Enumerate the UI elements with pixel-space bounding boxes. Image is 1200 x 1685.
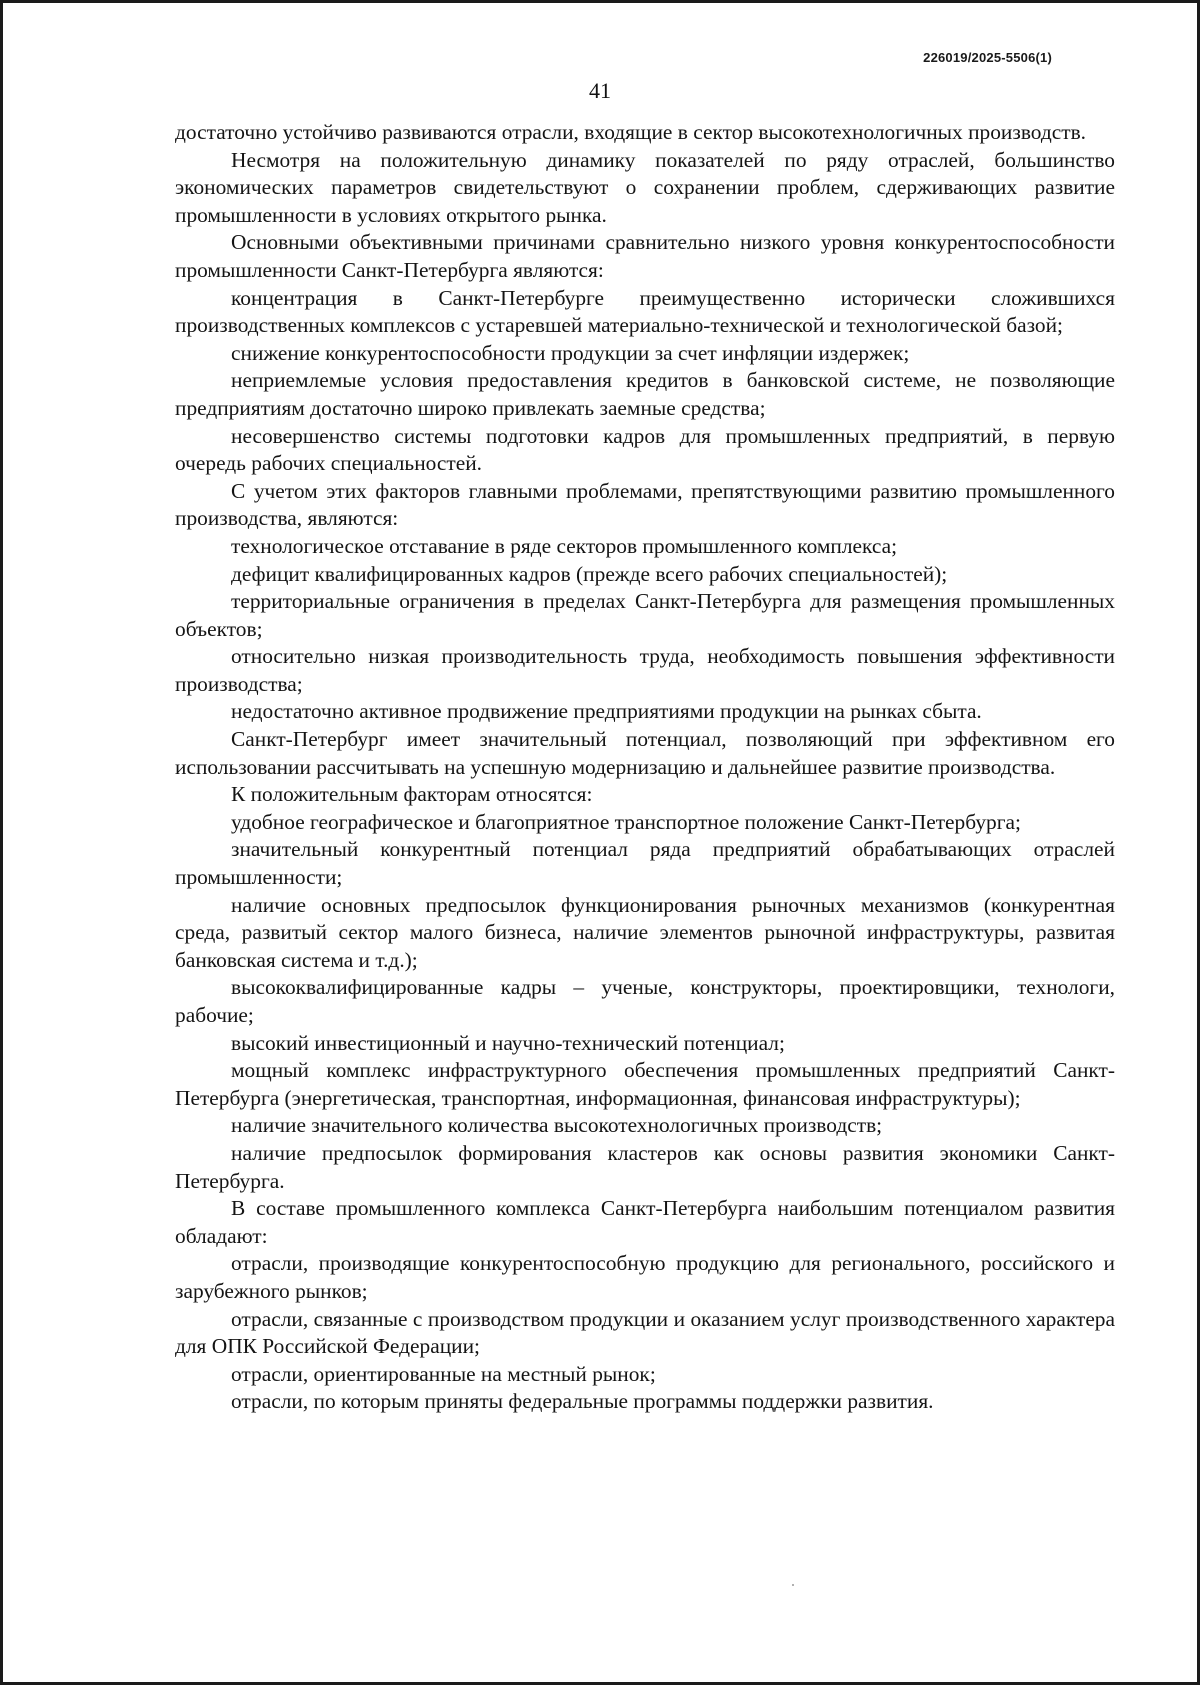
- paragraph-continuation: достаточно устойчиво развиваются отрасли, входящие в сектор высокотехнологичных производств.: [175, 120, 1087, 144]
- scan-artifact: [792, 1584, 794, 1586]
- paragraph: Санкт-Петербург имеет значительный потенциал, позволяющий при эффективном его использовании рассчитывать на успешную модернизацию и дальнейшее развитие производства.: [175, 727, 1115, 779]
- scan-border-left: [0, 0, 3, 1685]
- list-item: наличие предпосылок формирования кластеров как основы развития экономики Санкт-Петербурга.: [175, 1140, 1115, 1193]
- list-item: наличие значительного количества высокотехнологичных производств;: [231, 1113, 883, 1138]
- list-item: концентрация в Санкт-Петербурге преимущественно исторически сложившихся производственных комплексов с устаревшей материально-технической и технологической базой;: [175, 285, 1115, 338]
- list-item: несовершенство системы подготовки кадров для промышленных предприятий, в первую очередь рабочих специальностей.: [175, 423, 1115, 476]
- document-body: [175, 119, 1115, 1416]
- scan-border-top: [0, 0, 1200, 3]
- list-item: отрасли, производящие конкурентоспособную продукцию для регионального, российского и зарубежного рынков;: [175, 1251, 1115, 1303]
- list-item: территориальные ограничения в пределах Санкт-Петербурга для размещения промышленных объектов;: [175, 589, 1115, 641]
- list-item: высокий инвестиционный и научно-технический потенциал;: [231, 1030, 785, 1055]
- list-item: значительный конкурентный потенциал ряда предприятий обрабатывающих отраслей промышленности;: [175, 837, 1115, 890]
- list-item: неприемлемые условия предоставления кредитов в банковской системе, не позволяющие предприятиям достаточно широко привлекать заемные средства;: [175, 368, 1115, 420]
- paragraph: Основными объективными причинами сравнительно низкого уровня конкурентоспособности промышленности Санкт-Петербурга являются:: [175, 230, 1115, 282]
- list-item: снижение конкурентоспособности продукции за счет инфляции издержек;: [231, 340, 910, 365]
- list-item: относительно низкая производительность труда, необходимость повышения эффективности производства;: [175, 644, 1115, 696]
- paragraph: К положительным факторам относятся:: [231, 782, 593, 807]
- list-item: отрасли, ориентированные на местный рынок;: [231, 1361, 656, 1386]
- list-item: технологическое отставание в ряде секторов промышленного комплекса;: [231, 533, 898, 558]
- list-item: отрасли, по которым приняты федеральные программы поддержки развития.: [231, 1389, 934, 1414]
- list-item: недостаточно активное продвижение предприятиями продукции на рынках сбыта.: [231, 699, 982, 724]
- list-item: наличие основных предпосылок функционирования рыночных механизмов (конкурентная среда, развитый сектор малого бизнеса, наличие элементов рыночной инфраструктуры, развитая банковская система и т.д.);: [175, 892, 1115, 972]
- paragraph: В составе промышленного комплекса Санкт-Петербурга наибольшим потенциалом развития обладают:: [175, 1196, 1115, 1248]
- list-item: удобное географическое и благоприятное транспортное положение Санкт-Петербурга;: [231, 809, 1021, 834]
- list-item: дефицит квалифицированных кадров (прежде всего рабочих специальностей);: [231, 561, 948, 586]
- paragraph: С учетом этих факторов главными проблемами, препятствующими развитию промышленного производства, являются:: [175, 478, 1115, 531]
- list-item: отрасли, связанные с производством продукции и оказанием услуг производственного характера для ОПК Российской Федерации;: [175, 1306, 1115, 1359]
- list-item: мощный комплекс инфраструктурного обеспечения промышленных предприятий Санкт-Петербурга (энергетическая, транспортная, информационная, финансовая инфраструктуры);: [175, 1058, 1115, 1110]
- list-item: высококвалифицированные кадры – ученые, конструкторы, проектировщики, технологи, рабочие;: [175, 975, 1115, 1027]
- document-id: 226019/2025-5506(1): [923, 50, 1052, 65]
- page-number: 41: [589, 78, 611, 103]
- paragraph: Несмотря на положительную динамику показателей по ряду отраслей, большинство экономических параметров свидетельствуют о сохранении проблем, сдерживающих развитие промышленности в условиях открытого рынка.: [175, 147, 1115, 227]
